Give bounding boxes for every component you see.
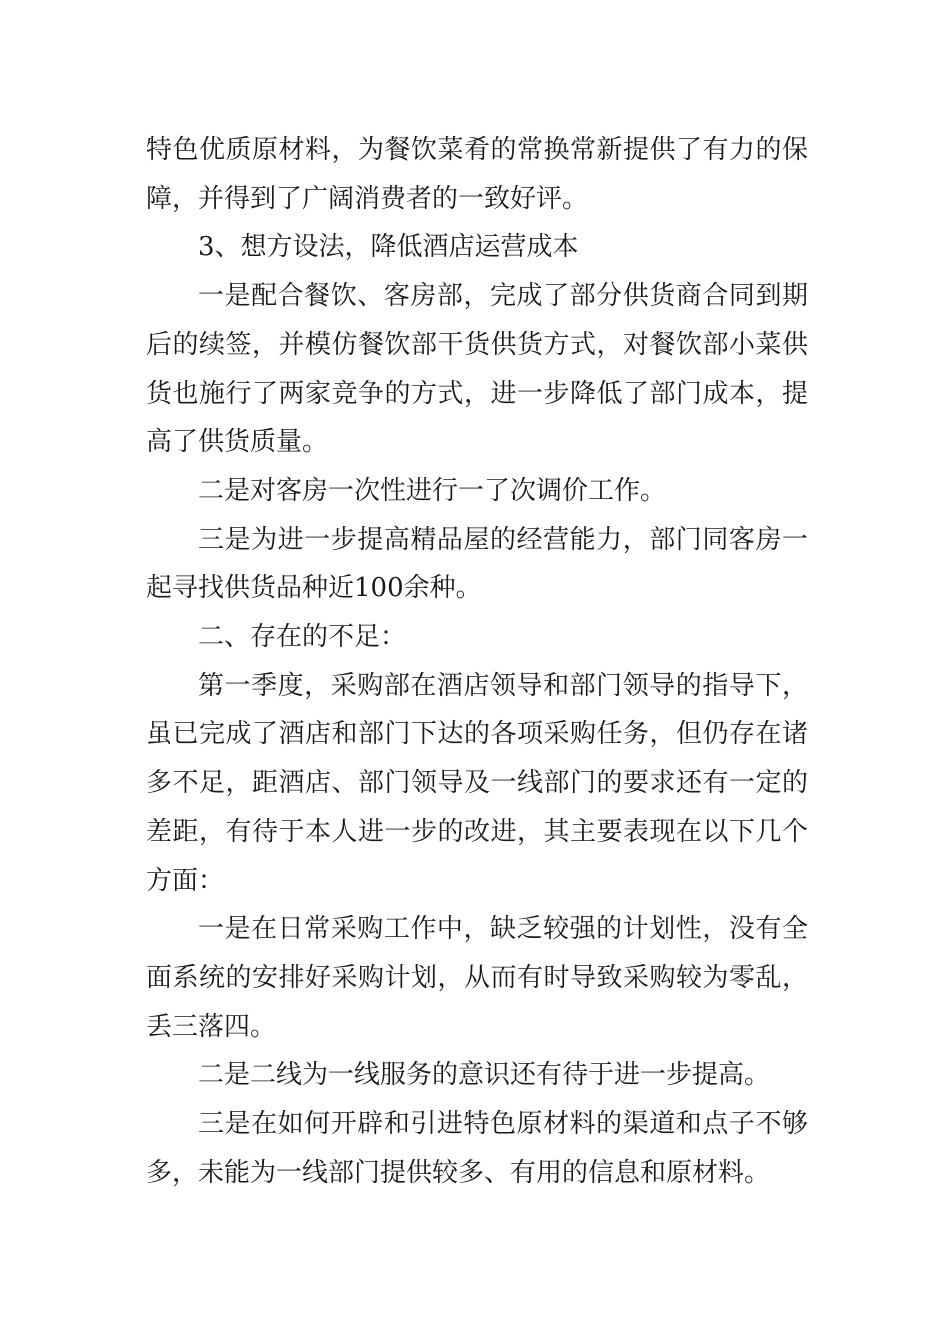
paragraph-point-one: 一是配合餐饮、客房部，完成了部分供货商合同到期后的续签，并模仿餐饮部干货供货方式，对餐饮部小菜供货也施行了两家竞争的方式，进一步降低了部门成本，提高了供货质量。: [146, 281, 808, 458]
paragraph-point-three: 三是为进一步提高精品屋的经营能力，部门同客房一起寻找供货品种近100余种。: [146, 524, 808, 604]
section-heading-shortcomings: 二、存在的不足：: [198, 622, 407, 653]
paragraph-shortcoming-three: 三是在如何开辟和引进特色原材料的渠道和点子不够多，未能为一线部门提供较多、有用的信息和原材料。: [146, 1109, 808, 1188]
document-body: [146, 126, 808, 1197]
paragraph-shortcomings-intro: 第一季度，采购部在酒店领导和部门领导的指导下，虽已完成了酒店和部门下达的各项采购任务，但仍存在诸多不足，距酒店、部门领导及一线部门的要求还有一定的差距，有待于本人进一步的改进，其主要表现在以下几个方面：: [146, 670, 808, 896]
paragraph-shortcoming-two: 二是二线为一线服务的意识还有待于进一步提高。: [198, 1060, 771, 1091]
paragraph-point-two: 二是对客房一次性进行一了次调价工作。: [198, 475, 667, 506]
section-heading-reduce-costs: 3、想方设法，降低酒店运营成本: [198, 232, 579, 263]
paragraph-shortcoming-one: 一是在日常采购工作中，缺乏较强的计划性，没有全面系统的安排好采购计划，从而有时导致采购较为零乱，丢三落四。: [146, 914, 808, 1042]
paragraph-continuation: 特色优质原材料，为餐饮菜肴的常换常新提供了有力的保障，并得到了广阔消费者的一致好评。: [146, 135, 808, 214]
